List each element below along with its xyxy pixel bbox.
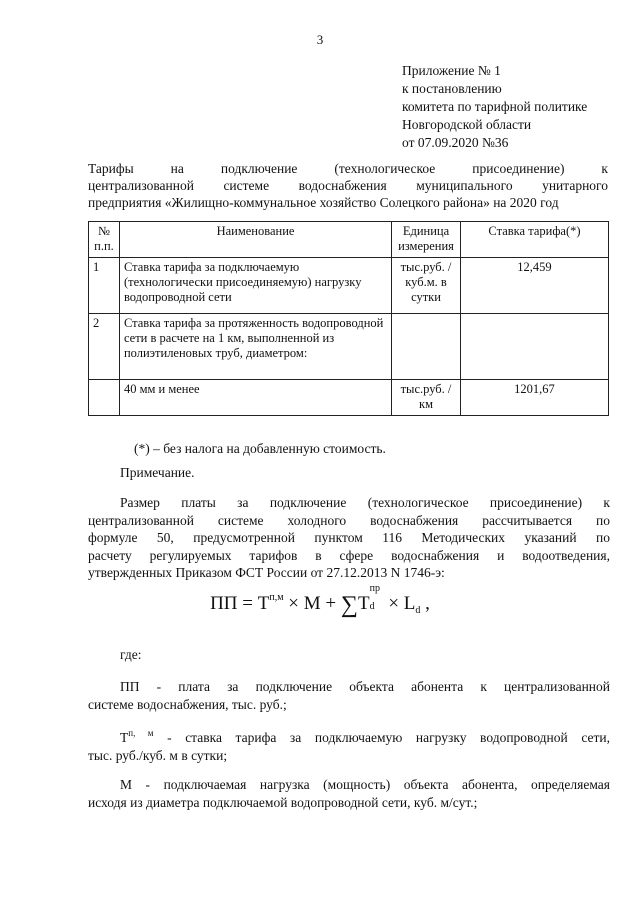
appendix-line: от 07.09.2020 №36 <box>402 135 509 150</box>
appendix-header <box>402 62 587 152</box>
footnote: (*) – без налога на добавленную стоимость. <box>134 441 386 456</box>
cell-num <box>89 380 120 416</box>
formula-times-l: × L <box>383 593 416 614</box>
formula-t2-sup: пр <box>369 583 380 594</box>
document-title <box>88 160 608 211</box>
title-line: централизованной системе водоснабжения муниципального унитарного <box>88 178 608 193</box>
paragraph-line: утвержденных Приказом ФСТ России от 27.12.2013 N 1746-э: <box>88 565 445 580</box>
formula-sum: ∑ <box>340 592 358 618</box>
cell-num: 2 <box>89 314 120 380</box>
cell-rate: 12,459 <box>460 258 608 314</box>
definition-t <box>88 725 610 764</box>
cell-name: Ставка тарифа за протяженность водопроводной сети в расчете на 1 км, выполненной из полиэтиленовых труб, диаметром: <box>119 314 391 380</box>
appendix-line: Приложение № 1 <box>402 63 501 78</box>
cell-num: 1 <box>89 258 120 314</box>
formula-times-m: × M + <box>283 593 341 614</box>
paragraph-line: $Т^{п, м}$ - ставка тарифа за подключаемую нагрузку водопроводной сети, <box>120 728 610 745</box>
paragraph-line: исходя из диаметра подключаемой водопроводной сети, куб. м/сут.; <box>88 794 478 810</box>
table-row <box>89 314 609 380</box>
page-number: 3 <box>316 32 324 47</box>
formula-eq: = T <box>237 593 270 614</box>
title-line: предприятия «Жилищно-коммунальное хозяйство Солецкого района» на 2020 год <box>88 195 559 210</box>
formula-t2: T <box>357 593 370 614</box>
table-row <box>89 380 609 416</box>
appendix-line: к постановлению <box>402 81 502 96</box>
header-unit: Единица измерения <box>392 222 461 258</box>
paragraph-line: системе водоснабжения, тыс. руб.; <box>88 696 287 712</box>
definition-m <box>88 776 610 811</box>
header-rate: Ставка тарифа(*) <box>460 222 608 258</box>
note-label: Примечание. <box>120 465 195 480</box>
title-line: Тарифы на подключение (технологическое присоединение) к <box>88 161 608 176</box>
formula-lhs: ПП <box>210 593 238 614</box>
cell-unit: тыс.руб. /куб.м. в сутки <box>392 258 461 314</box>
paragraph-line: Размер платы за подключение (технологическое присоединение) к <box>120 495 610 510</box>
cell-name: 40 мм и менее <box>119 380 391 416</box>
tariff-table <box>88 221 609 416</box>
cell-rate: 1201,67 <box>460 380 608 416</box>
paragraph-line: централизованной системе холодного водоснабжения рассчитывается по <box>88 512 610 528</box>
header-num: № п.п. <box>89 222 120 258</box>
formula-t-sup: п,м <box>269 592 284 603</box>
formula-l-sub: d <box>415 605 421 616</box>
appendix-line: Новгородской области <box>402 117 532 132</box>
cell-unit <box>392 314 461 380</box>
paragraph-line: М - подключаемая нагрузка (мощность) объекта абонента, определяемая <box>120 777 610 792</box>
definition-pp <box>88 678 610 713</box>
cell-rate <box>460 314 608 380</box>
cell-name: Ставка тарифа за подключаемую (технологически присоединяемую) нагрузку водопроводной сети <box>119 258 391 314</box>
paragraph-calculation <box>88 494 610 582</box>
header-name: Наименование <box>119 222 391 258</box>
paragraph-line: формуле 50, предусмотренной пунктом 116 Методических указаний по <box>88 530 610 545</box>
formula-end: , <box>420 593 430 614</box>
formula <box>0 583 640 619</box>
table-header-row <box>89 222 609 258</box>
appendix-line: комитета по тарифной политике <box>402 99 588 114</box>
cell-unit: тыс.руб. /км <box>392 380 461 416</box>
formula-t2-sub: d <box>369 601 375 612</box>
paragraph-line: расчету регулируемых тарифов в сфере водоснабжения и водоотведения, <box>88 547 610 563</box>
paragraph-line: ПП - плата за подключение объекта абонента к централизованной <box>120 679 610 694</box>
paragraph-line: тыс. руб./куб. м в сутки; <box>88 747 228 763</box>
table-row <box>89 258 609 314</box>
where-label: где: <box>120 647 142 662</box>
